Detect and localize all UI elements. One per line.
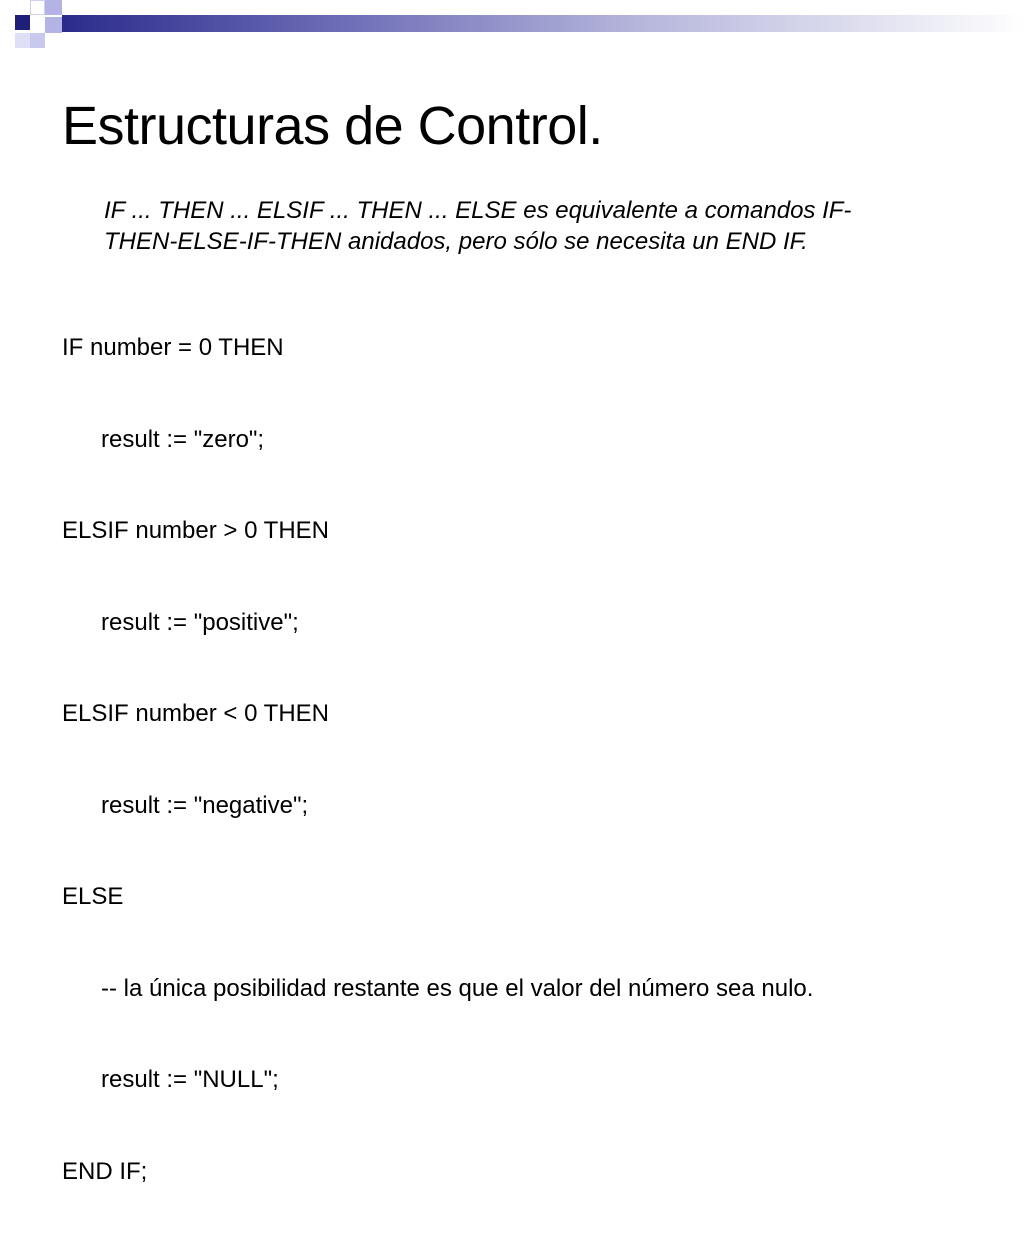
code-line: result := "zero";	[101, 425, 265, 453]
code-line: ELSIF number > 0 THEN	[62, 517, 329, 544]
code-line: ELSIF number < 0 THEN	[62, 700, 329, 727]
header-decoration	[0, 0, 1024, 64]
code-line: result := "NULL";	[101, 1066, 279, 1093]
code-line: ELSE	[62, 883, 124, 910]
deco-square-lavender-low	[15, 33, 30, 48]
deco-square-navy	[15, 15, 30, 30]
code-line: result := "negative";	[101, 791, 309, 819]
slide-title: Estructuras de Control.	[62, 96, 603, 156]
slide-subtitle: IF ... THEN ... ELSIF ... THEN ... ELSE es equivalente a comandos IF-THEN-ELSE-IF-THEN anidados, pero sólo se necesita un END IF.	[104, 197, 852, 255]
code-line: END IF;	[62, 1157, 148, 1185]
deco-square-lavender-mid	[45, 17, 62, 33]
deco-square-outline	[30, 0, 45, 15]
header-gradient-bar	[62, 15, 1024, 32]
code-line: IF number = 0 THEN	[62, 334, 284, 361]
code-line: result := "positive";	[101, 608, 299, 636]
deco-square-lavender	[45, 0, 62, 15]
code-block	[62, 272, 813, 1248]
deco-square-lavender-small	[30, 33, 45, 48]
code-comment-line: -- la única posibilidad restante es que el valor del número sea nulo.	[101, 974, 814, 1002]
